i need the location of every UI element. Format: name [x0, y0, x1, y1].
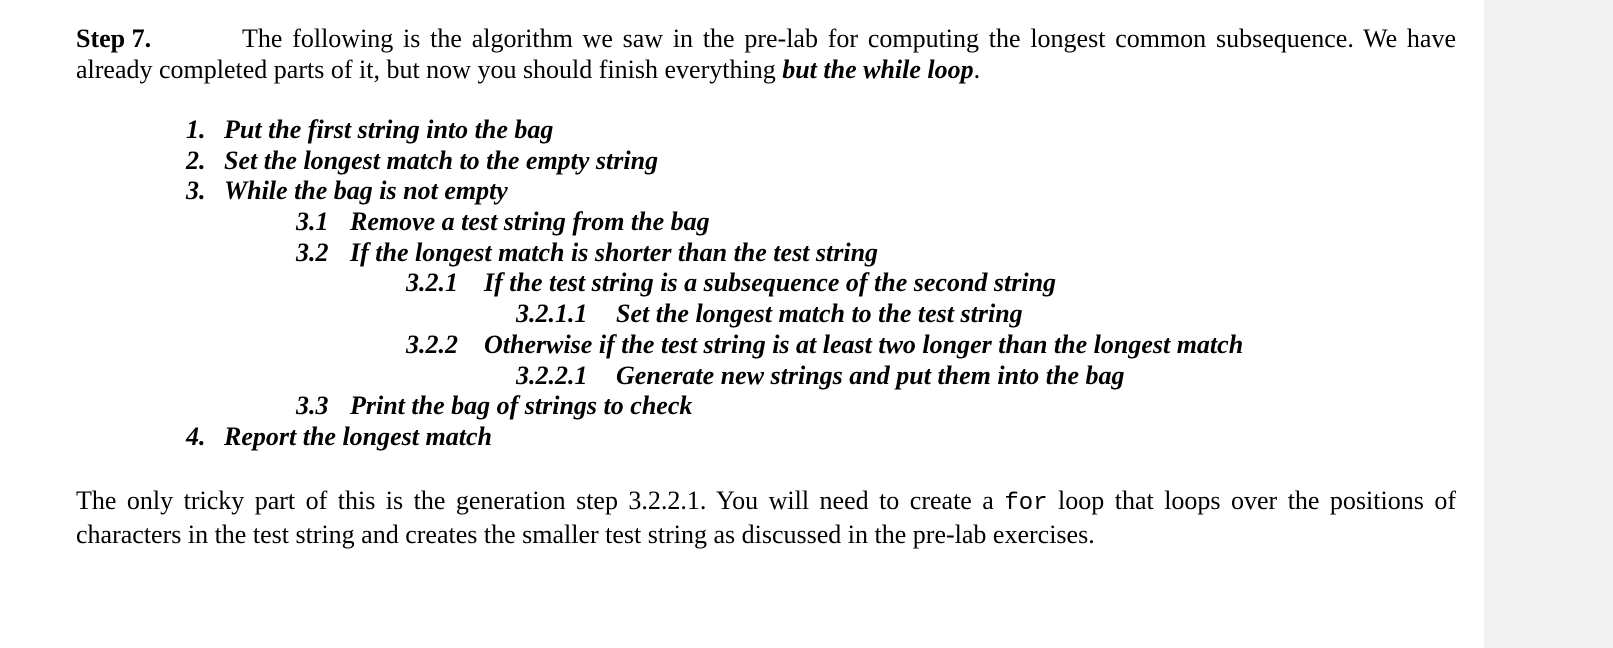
step-number: 3.2 [296, 237, 329, 267]
algorithm-step [0, 146, 1243, 177]
outro-text-end: loop that loops over the positions of characters in the test string and creates the smaller test string as discussed in the pre-lab exercises. [76, 486, 1456, 549]
step-number: 1. [186, 115, 206, 144]
step-text: Otherwise if the test string is at least two longer than the longest match [484, 329, 1244, 359]
outro-text: The only tricky part of this is the generation step 3.2.2.1. You will need to create a [76, 486, 1005, 515]
algorithm-step [0, 268, 1243, 299]
algorithm-step [0, 238, 1243, 269]
step-number: 2. [186, 145, 206, 175]
step-text: Put the first string into the bag [224, 115, 554, 144]
step-number: 3.2.2.1 [516, 360, 588, 390]
step-label: Step 7. [76, 24, 152, 53]
step-text: Generate new strings and put them into the bag [616, 360, 1125, 390]
algorithm-step [0, 115, 1243, 146]
step-text: Remove a test string from the bag [350, 207, 710, 237]
intro-paragraph [76, 23, 1456, 85]
algorithm-step [0, 299, 1243, 330]
step-text: Report the longest match [224, 421, 492, 451]
algorithm-step [0, 422, 1243, 453]
step-text: Set the longest match to the test string [616, 299, 1023, 329]
page-margin [1484, 0, 1613, 648]
intro-emphasis: but the while loop [782, 55, 974, 84]
step-number: 3.2.2 [406, 329, 458, 359]
step-number: 3.1 [296, 207, 329, 237]
step-number: 4. [186, 421, 206, 451]
intro-text-end: . [973, 55, 981, 84]
step-number: 3.3 [296, 391, 329, 421]
algorithm-list [0, 115, 1243, 453]
step-number: 3.2.1.1 [516, 299, 588, 329]
step-text: If the test string is a subsequence of the second string [484, 268, 1057, 298]
intro-text: The following is the algorithm we saw in the pre-lab for computing the longest common subsequence. We have already completed parts of it, but now you should finish everything [76, 24, 1456, 84]
code-keyword: for [1004, 490, 1048, 517]
step-number: 3.2.1 [406, 268, 458, 298]
step-number: 3. [186, 176, 206, 206]
algorithm-step [0, 207, 1243, 238]
algorithm-step [0, 361, 1243, 392]
step-text: Set the longest match to the empty string [224, 145, 659, 175]
step-text: If the longest match is shorter than the test string [350, 237, 879, 267]
outro-paragraph [76, 485, 1456, 550]
step-text: Print the bag of strings to check [350, 391, 693, 421]
algorithm-step [0, 391, 1243, 422]
algorithm-step [0, 330, 1243, 361]
algorithm-step [0, 176, 1243, 207]
step-text: While the bag is not empty [224, 176, 508, 206]
